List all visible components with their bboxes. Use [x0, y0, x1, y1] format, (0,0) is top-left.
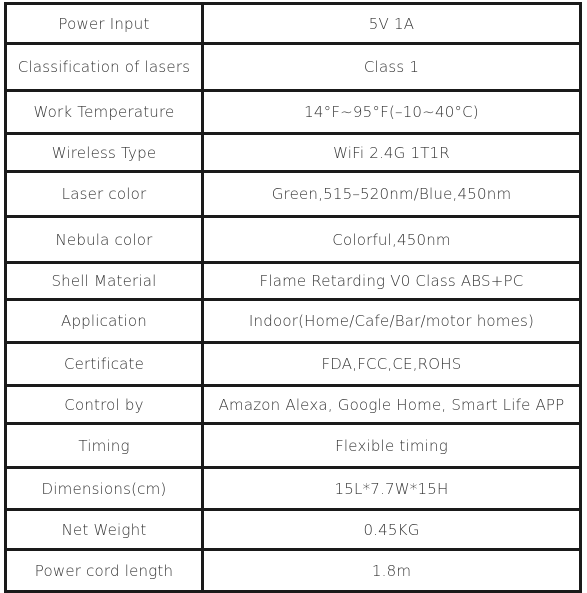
- spec-value: 1.8m: [203, 550, 581, 592]
- spec-label: Classification of lasers: [6, 44, 203, 91]
- spec-row: [6, 91, 581, 134]
- spec-row: [6, 343, 581, 386]
- spec-label: Application: [6, 300, 203, 343]
- spec-table: [4, 2, 582, 593]
- spec-row: [6, 4, 581, 44]
- spec-label: Shell Material: [6, 263, 203, 300]
- spec-row: [6, 510, 581, 550]
- spec-value: Flame Retarding V0 Class ABS+PC: [203, 263, 581, 300]
- spec-row: [6, 550, 581, 592]
- spec-value: Indoor(Home/Cafe/Bar/motor homes): [203, 300, 581, 343]
- spec-row: [6, 217, 581, 263]
- spec-label: Dimensions(cm): [6, 468, 203, 510]
- spec-value: 5V 1A: [203, 4, 581, 44]
- spec-label: Net Weight: [6, 510, 203, 550]
- spec-label: Timing: [6, 424, 203, 468]
- spec-row: [6, 172, 581, 217]
- spec-label: Control by: [6, 386, 203, 424]
- spec-value: WiFi 2.4G 1T1R: [203, 134, 581, 172]
- spec-value: FDA,FCC,CE,ROHS: [203, 343, 581, 386]
- spec-value: 0.45KG: [203, 510, 581, 550]
- spec-value: 15L*7.7W*15H: [203, 468, 581, 510]
- spec-value: Class 1: [203, 44, 581, 91]
- spec-label: Power Input: [6, 4, 203, 44]
- spec-value: Flexible timing: [203, 424, 581, 468]
- spec-label: Nebula color: [6, 217, 203, 263]
- spec-row: [6, 44, 581, 91]
- spec-label: Wireless Type: [6, 134, 203, 172]
- spec-row: [6, 424, 581, 468]
- spec-row: [6, 468, 581, 510]
- spec-label: Laser color: [6, 172, 203, 217]
- spec-value: 14°F~95°F(–10~40°C): [203, 91, 581, 134]
- spec-row: [6, 386, 581, 424]
- spec-row: [6, 263, 581, 300]
- spec-label: Certificate: [6, 343, 203, 386]
- spec-row: [6, 134, 581, 172]
- spec-label: Power cord length: [6, 550, 203, 592]
- spec-value: Green,515–520nm/Blue,450nm: [203, 172, 581, 217]
- spec-row: [6, 300, 581, 343]
- spec-value: Amazon Alexa, Google Home, Smart Life APP: [203, 386, 581, 424]
- spec-label: Work Temperature: [6, 91, 203, 134]
- spec-value: Colorful,450nm: [203, 217, 581, 263]
